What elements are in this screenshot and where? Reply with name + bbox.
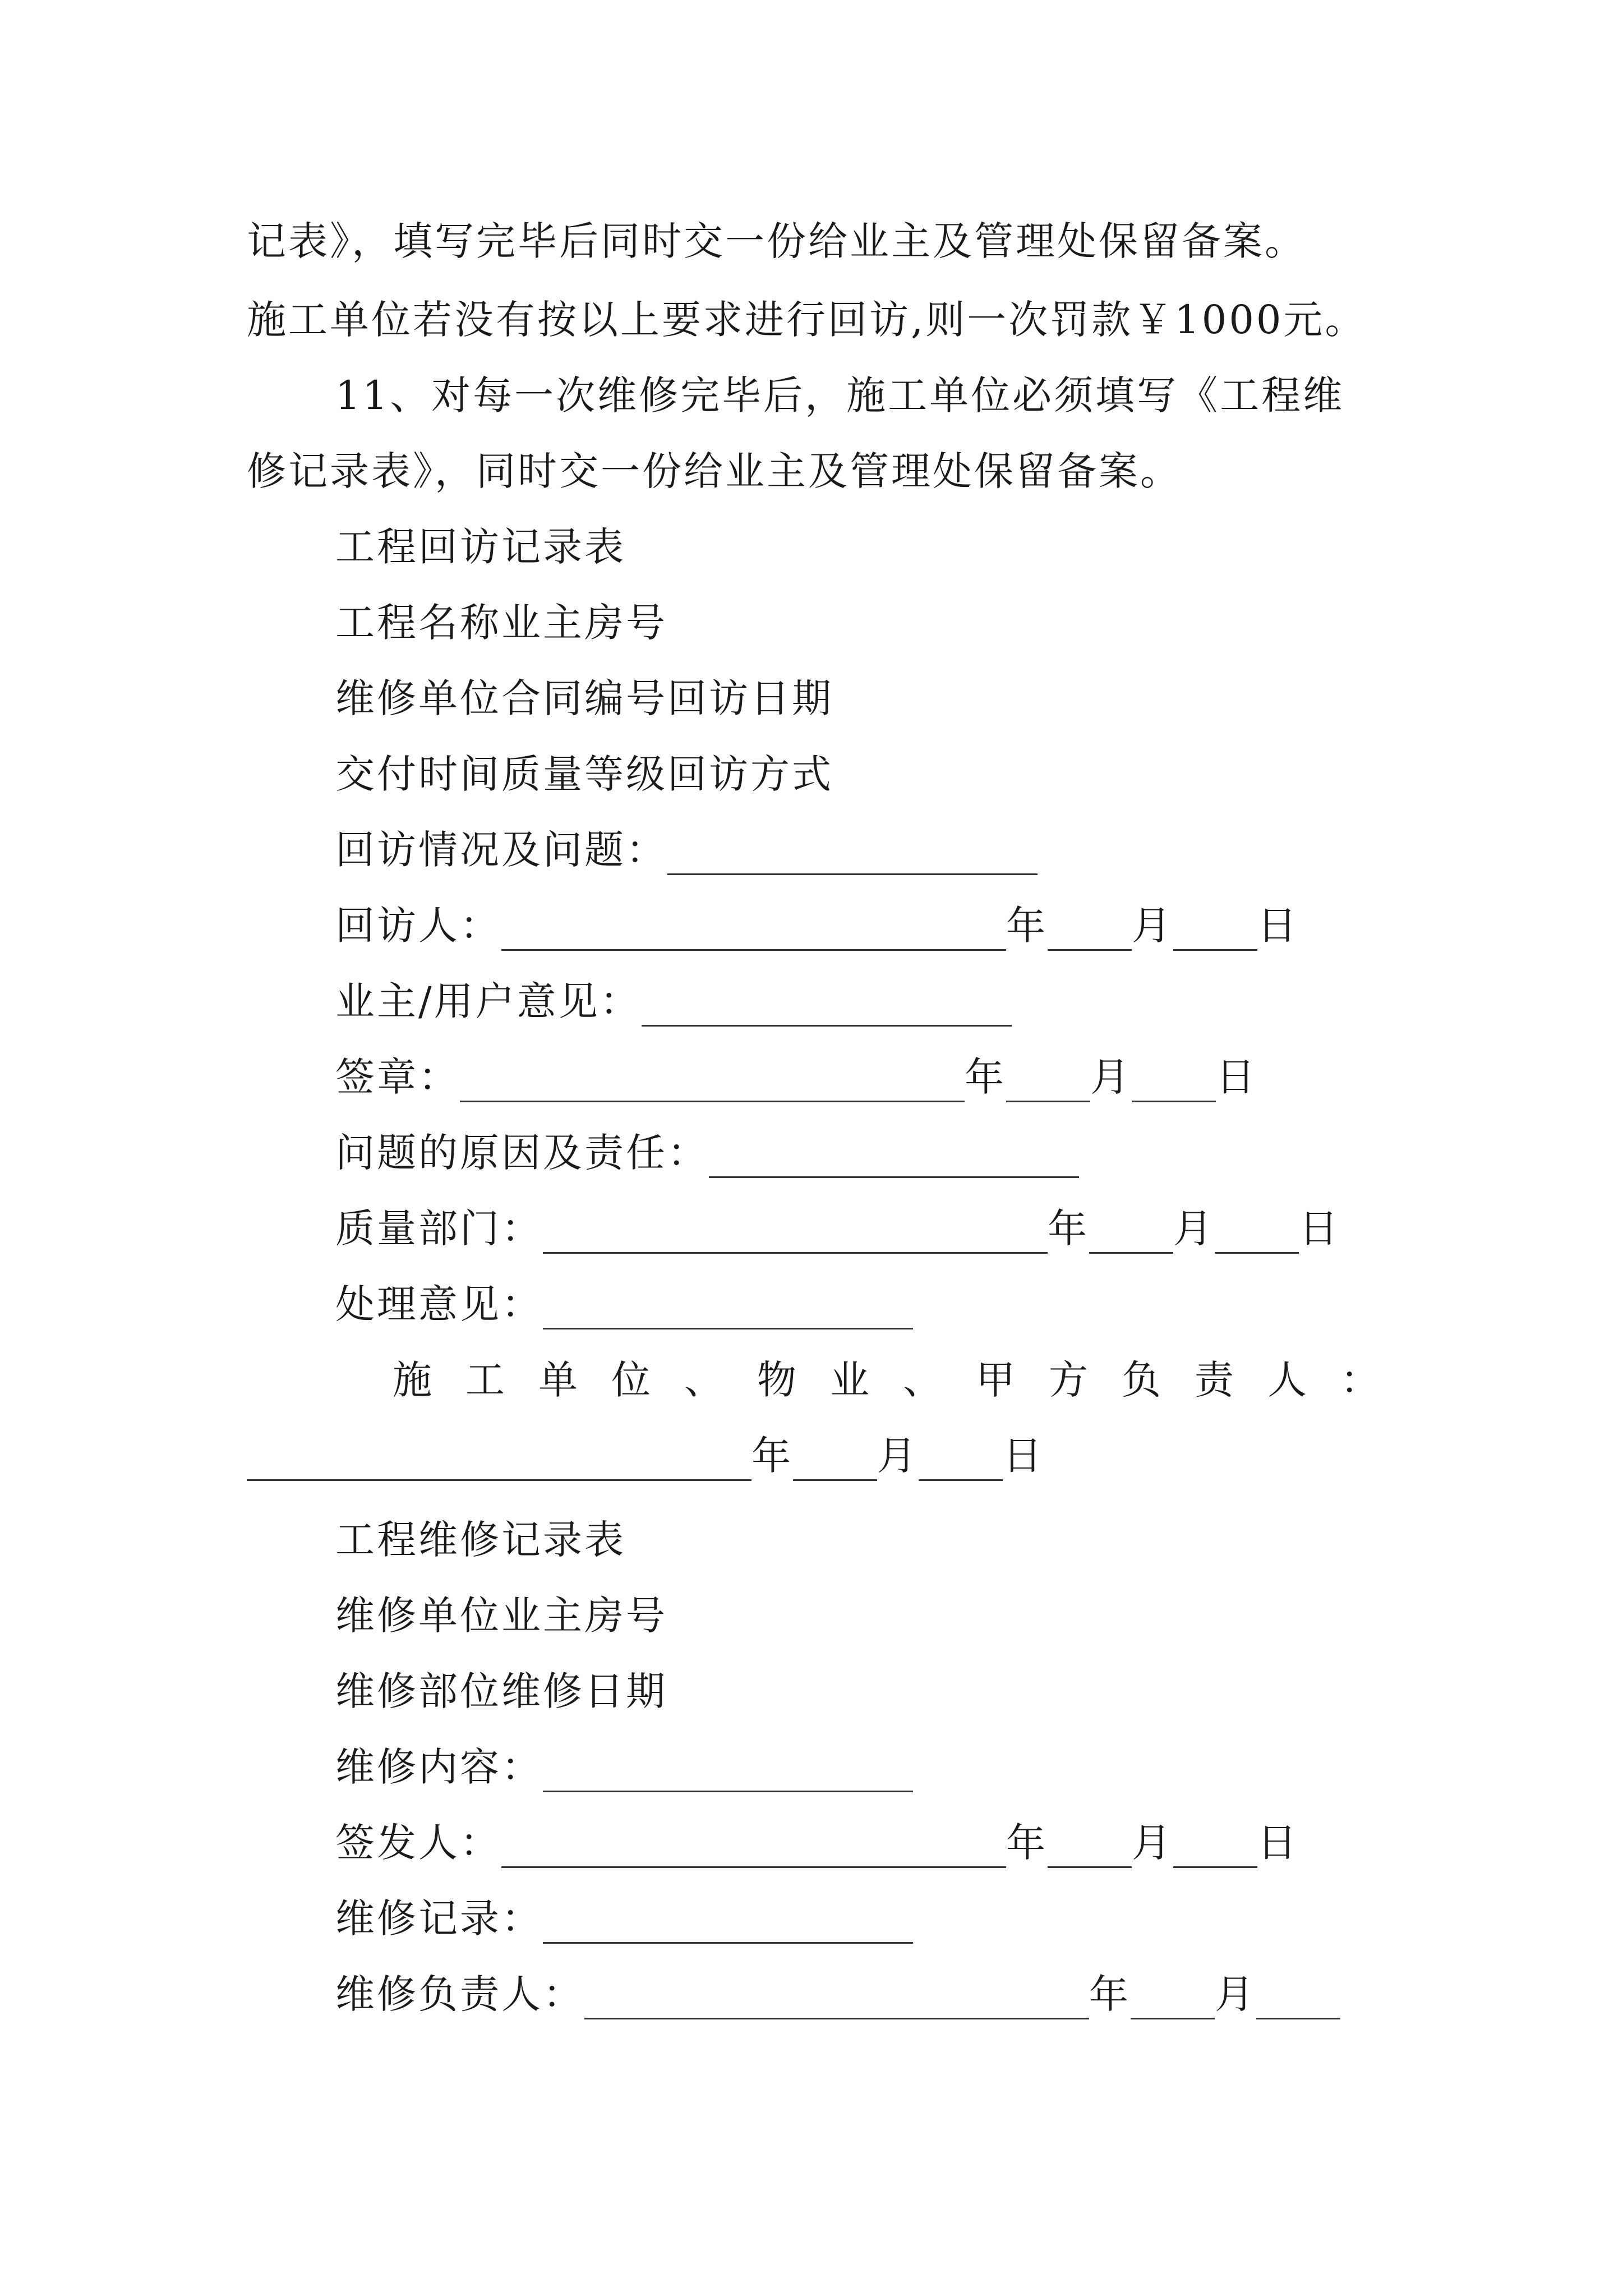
issuer-label: 签发人：	[335, 1820, 501, 1866]
seal-row	[335, 1052, 1257, 1102]
responsible-sign-row	[247, 1430, 1044, 1481]
month-label: 月	[1132, 1820, 1173, 1866]
handling-blank[interactable]	[543, 1291, 913, 1329]
month-blank[interactable]	[793, 1442, 877, 1481]
repair-record-label: 维修记录：	[335, 1895, 543, 1941]
month-blank[interactable]	[1048, 1829, 1132, 1868]
cause-label: 问题的原因及责任：	[335, 1130, 709, 1176]
month-blank[interactable]	[1006, 1064, 1090, 1102]
year-label: 年	[1089, 1971, 1131, 2017]
day-blank[interactable]	[1173, 912, 1257, 951]
seal-label: 签章：	[335, 1054, 460, 1100]
month-blank[interactable]	[1131, 1981, 1215, 2019]
visit-form-row-2: 维修单位合同编号回访日期	[335, 675, 833, 721]
repair-manager-blank[interactable]	[584, 1981, 1089, 2019]
paragraph-line-1: 记表》，填写完毕后同时交一份给业主及管理处保留备案。	[247, 218, 1306, 264]
year-label: 年	[1006, 903, 1048, 949]
visit-form-row-3: 交付时间质量等级回访方式	[335, 751, 833, 797]
day-blank[interactable]	[1132, 1064, 1216, 1102]
owner-opinion-row	[335, 976, 1012, 1027]
month-label: 月	[877, 1433, 919, 1479]
responsible-blank[interactable]	[247, 1442, 751, 1481]
quality-dept-blank[interactable]	[543, 1215, 1048, 1254]
month-label: 月	[1215, 1971, 1256, 2017]
day-label: 日	[1299, 1205, 1340, 1251]
month-label: 月	[1132, 903, 1173, 949]
repair-form-title: 工程维修记录表	[335, 1517, 626, 1563]
quality-dept-label: 质量部门：	[335, 1205, 543, 1251]
year-label: 年	[965, 1054, 1006, 1100]
repair-content-blank[interactable]	[543, 1754, 913, 1792]
day-label: 日	[1216, 1054, 1257, 1100]
repair-record-row	[335, 1893, 913, 1944]
month-label: 月	[1173, 1205, 1215, 1251]
day-label: 日	[1003, 1433, 1044, 1479]
paragraph-line-4: 修记录表》，同时交一份给业主及管理处保留备案。	[247, 448, 1182, 494]
seal-blank[interactable]	[460, 1064, 965, 1102]
visit-issue-blank[interactable]	[667, 836, 1038, 875]
paragraph-line-2: 施工单位若没有按以上要求进行回访,则一次罚款￥1000元。	[247, 297, 1367, 343]
visit-form-row-1: 工程名称业主房号	[335, 600, 667, 646]
visitor-label: 回访人：	[335, 903, 501, 949]
visit-form-title: 工程回访记录表	[335, 524, 626, 570]
cause-blank[interactable]	[709, 1139, 1079, 1178]
paragraph-line-3: 11、对每一次维修完毕后，施工单位必须填写《工程维	[335, 372, 1345, 418]
repair-record-blank[interactable]	[543, 1905, 913, 1944]
day-label: 日	[1257, 1820, 1299, 1866]
day-blank[interactable]	[1256, 1981, 1340, 2019]
day-blank[interactable]	[919, 1442, 1003, 1481]
day-blank[interactable]	[1173, 1829, 1257, 1868]
owner-opinion-label: 业主/用户意见：	[335, 978, 642, 1024]
repair-manager-row	[335, 1969, 1340, 2019]
repair-content-label: 维修内容：	[335, 1744, 543, 1790]
day-label: 日	[1257, 903, 1299, 949]
issuer-blank[interactable]	[501, 1829, 1006, 1868]
visit-issue-row	[335, 825, 1038, 875]
quality-dept-row	[335, 1203, 1340, 1254]
owner-opinion-blank[interactable]	[642, 988, 1012, 1027]
repair-manager-label: 维修负责人：	[335, 1971, 584, 2017]
responsible-label: 施工单位、物业、甲方负责人：	[393, 1357, 1413, 1403]
issuer-row	[335, 1818, 1299, 1868]
year-label: 年	[1006, 1820, 1048, 1866]
month-label: 月	[1090, 1054, 1132, 1100]
day-blank[interactable]	[1215, 1215, 1299, 1254]
visitor-blank[interactable]	[501, 912, 1006, 951]
handling-label: 处理意见：	[335, 1281, 543, 1327]
repair-content-row	[335, 1742, 913, 1792]
cause-row	[335, 1128, 1079, 1178]
month-blank[interactable]	[1089, 1215, 1173, 1254]
visitor-row	[335, 900, 1299, 951]
year-label: 年	[1048, 1205, 1089, 1251]
year-label: 年	[751, 1433, 793, 1479]
visit-issue-label: 回访情况及问题：	[335, 827, 667, 873]
repair-form-row-1: 维修单位业主房号	[335, 1593, 667, 1639]
month-blank[interactable]	[1048, 912, 1132, 951]
repair-form-row-2: 维修部位维修日期	[335, 1668, 667, 1714]
handling-row	[335, 1279, 913, 1329]
